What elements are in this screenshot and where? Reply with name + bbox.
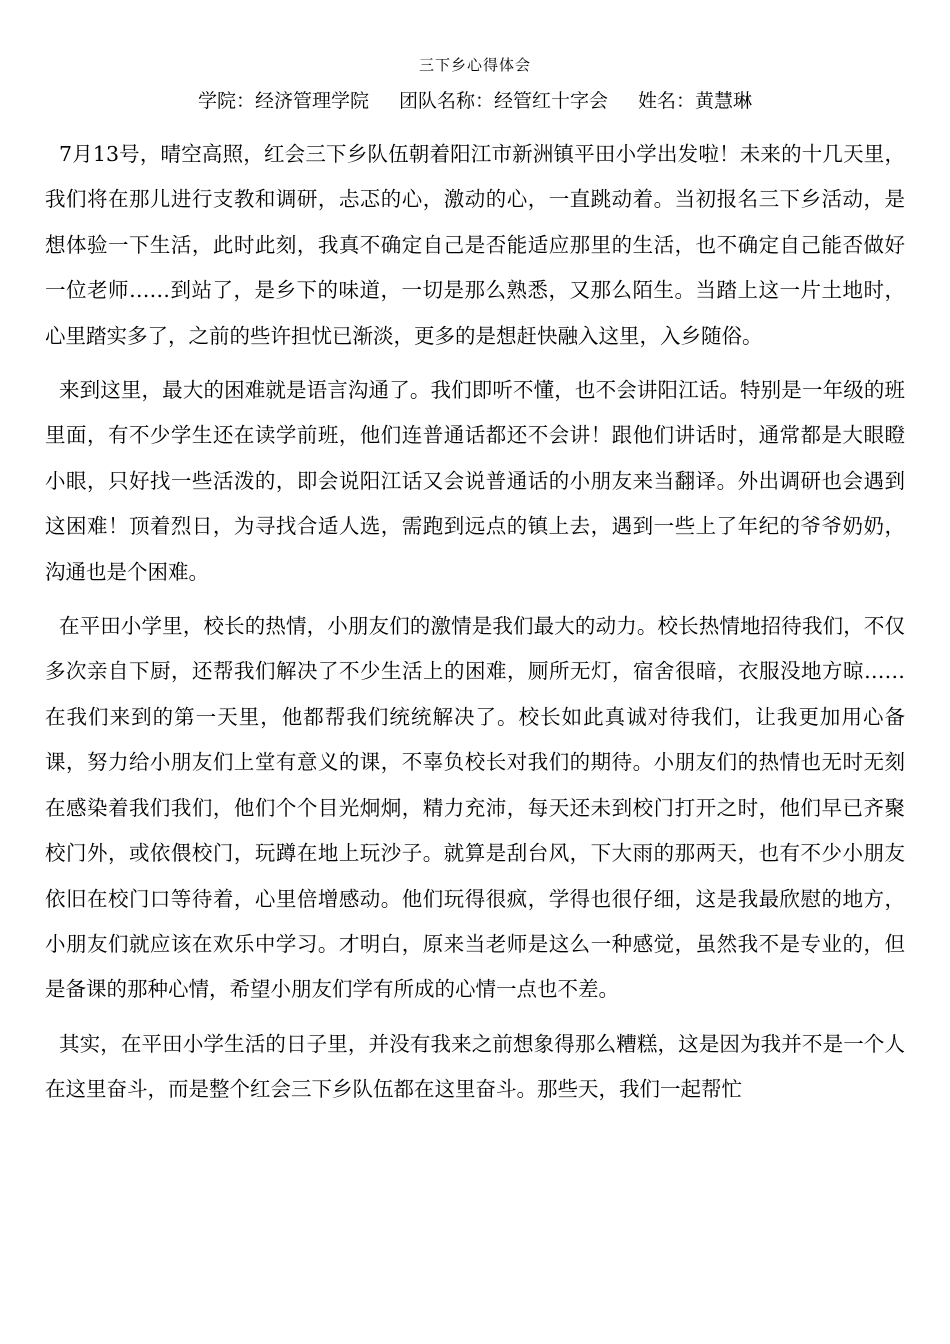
paragraph: 其实，在平田小学生活的日子里，并没有我来之前想象得那么糟糕，这是因为我并不是一个人在这里奋斗，而是整个红会三下乡队伍都在这里奋斗。那些天，我们一起帮忙 — [45, 1031, 905, 1102]
document-title: 三下乡心得体会 — [418, 56, 531, 74]
team-label: 团队名称：经管红十字会 — [398, 90, 608, 112]
author-label: 姓名：黄慧琳 — [638, 90, 753, 112]
college-label: 学院：经济管理学院 — [197, 90, 369, 112]
document-body — [45, 132, 905, 1113]
paragraph: 在平田小学里，校长的热情，小朋友们的激情是我们最大的动力。校长热情地招待我们，不仅多次亲自下厨，还帮我们解决了不少生活上的困难，厕所无灯，宿舍很暗，衣服没地方晾……在我们来到的第一天里，他都帮我们统统解决了。校长如此真诚对待我们，让我更加用心备课，努力给小朋友们上堂有意义的课，不辜负校长对我们的期待。小朋友们的热情也无时无刻在感染着我们我们，他们个个目光炯炯，精力充沛，每天还未到校门打开之时，他们早已齐聚校门外，或依偎校门，玩蹲在地上玩沙子。就算是刮台风，下大雨的那两天，也有不少小朋友依旧在校门口等待着，心里倍增感动。他们玩得很疯，学得也很仔细，这是我最欣慰的地方，小朋友们就应该在欢乐中学习。才明白，原来当老师是这么一种感觉，虽然我不是专业的，但是备课的那种心情，希望小朋友们学有所成的心情一点也不差。 — [45, 614, 905, 1002]
paragraph: 7月13号，晴空高照，红会三下乡队伍朝着阳江市新洲镇平田小学出发啦！未来的十几天里，我们将在那儿进行支教和调研，忐忑的心，激动的心，一直跳动着。当初报名三下乡活动，是想体验一下生活，此时此刻，我真不确定自己是否能适应那里的生活，也不确定自己能否做好一位老师……到站了，是乡下的味道，一切是那么熟悉，又那么陌生。当踏上这一片土地时，心里踏实多了，之前的些许担忧已渐淡，更多的是想赶快融入这里，入乡随俗。 — [45, 142, 905, 348]
paragraph: 来到这里，最大的困难就是语言沟通了。我们即听不懂，也不会讲阳江话。特别是一年级的班里面，有不少学生还在读学前班，他们连普通话都还不会讲！跟他们讲话时，通常都是大眼瞪小眼，只好找一些活泼的，即会说阳江话又会说普通话的小朋友来当翻译。外出调研也会遇到这困难！顶着烈日，为寻找合适人选，需跑到远点的镇上去，遇到一些上了年纪的爷爷奶奶，沟通也是个困难。 — [45, 378, 905, 584]
document-meta — [0, 88, 950, 114]
